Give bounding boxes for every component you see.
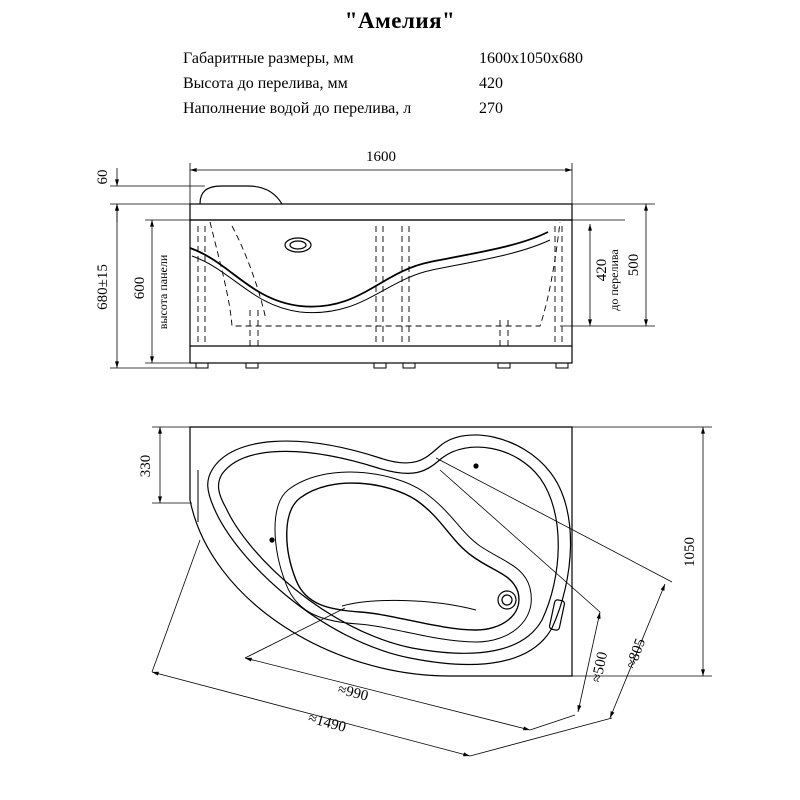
marker-dot bbox=[270, 538, 274, 542]
top-dimensions bbox=[152, 427, 712, 756]
dim-990: ≈990 bbox=[336, 681, 370, 705]
drawing-title: "Амелия" bbox=[344, 8, 456, 33]
spec-label: Габаритные размеры, мм bbox=[183, 50, 354, 67]
panel-wave bbox=[190, 232, 548, 307]
top-view bbox=[190, 427, 572, 676]
spec-value: 1600х1050х680 bbox=[479, 50, 583, 67]
front-dimensions bbox=[110, 163, 655, 368]
outer-bowl-inner bbox=[219, 447, 559, 653]
headrest bbox=[200, 186, 282, 204]
dim-805: ≈805 bbox=[623, 636, 650, 671]
label-panel-height: высота панели bbox=[156, 254, 170, 330]
dim-total-height: 680±15 bbox=[95, 264, 111, 310]
dim-top-60: 60 bbox=[95, 169, 111, 185]
dim-width-1600: 1600 bbox=[366, 149, 396, 165]
marker-dot bbox=[474, 464, 478, 468]
spec-value: 270 bbox=[479, 100, 503, 117]
spec-label: Высота до перелива, мм bbox=[183, 75, 348, 92]
dim-depth-1050: 1050 bbox=[682, 537, 698, 567]
dim-500: ≈500 bbox=[589, 650, 612, 684]
spec-value: 420 bbox=[479, 75, 503, 92]
dim-1490: ≈1490 bbox=[306, 710, 348, 736]
seat-edge bbox=[342, 600, 476, 610]
label-to-overflow: до перелива bbox=[607, 249, 621, 311]
outer-bowl bbox=[208, 435, 571, 665]
panel-wave-inner bbox=[192, 240, 550, 313]
drain-inner bbox=[502, 595, 512, 605]
overflow-fitting-inner bbox=[290, 241, 306, 249]
dim-500: 500 bbox=[626, 253, 642, 277]
dim-panel-600: 600 bbox=[132, 276, 148, 300]
bath-rim bbox=[190, 204, 572, 220]
overflow-fitting bbox=[285, 238, 311, 252]
inner-basin bbox=[287, 483, 519, 630]
front-view bbox=[190, 186, 572, 368]
support-feet bbox=[196, 363, 568, 368]
dim-corner-330: 330 bbox=[138, 454, 154, 478]
dim-overflow-420: 420 bbox=[594, 258, 610, 282]
spec-label: Наполнение водой до перелива, л bbox=[183, 100, 412, 117]
drain bbox=[498, 591, 516, 609]
